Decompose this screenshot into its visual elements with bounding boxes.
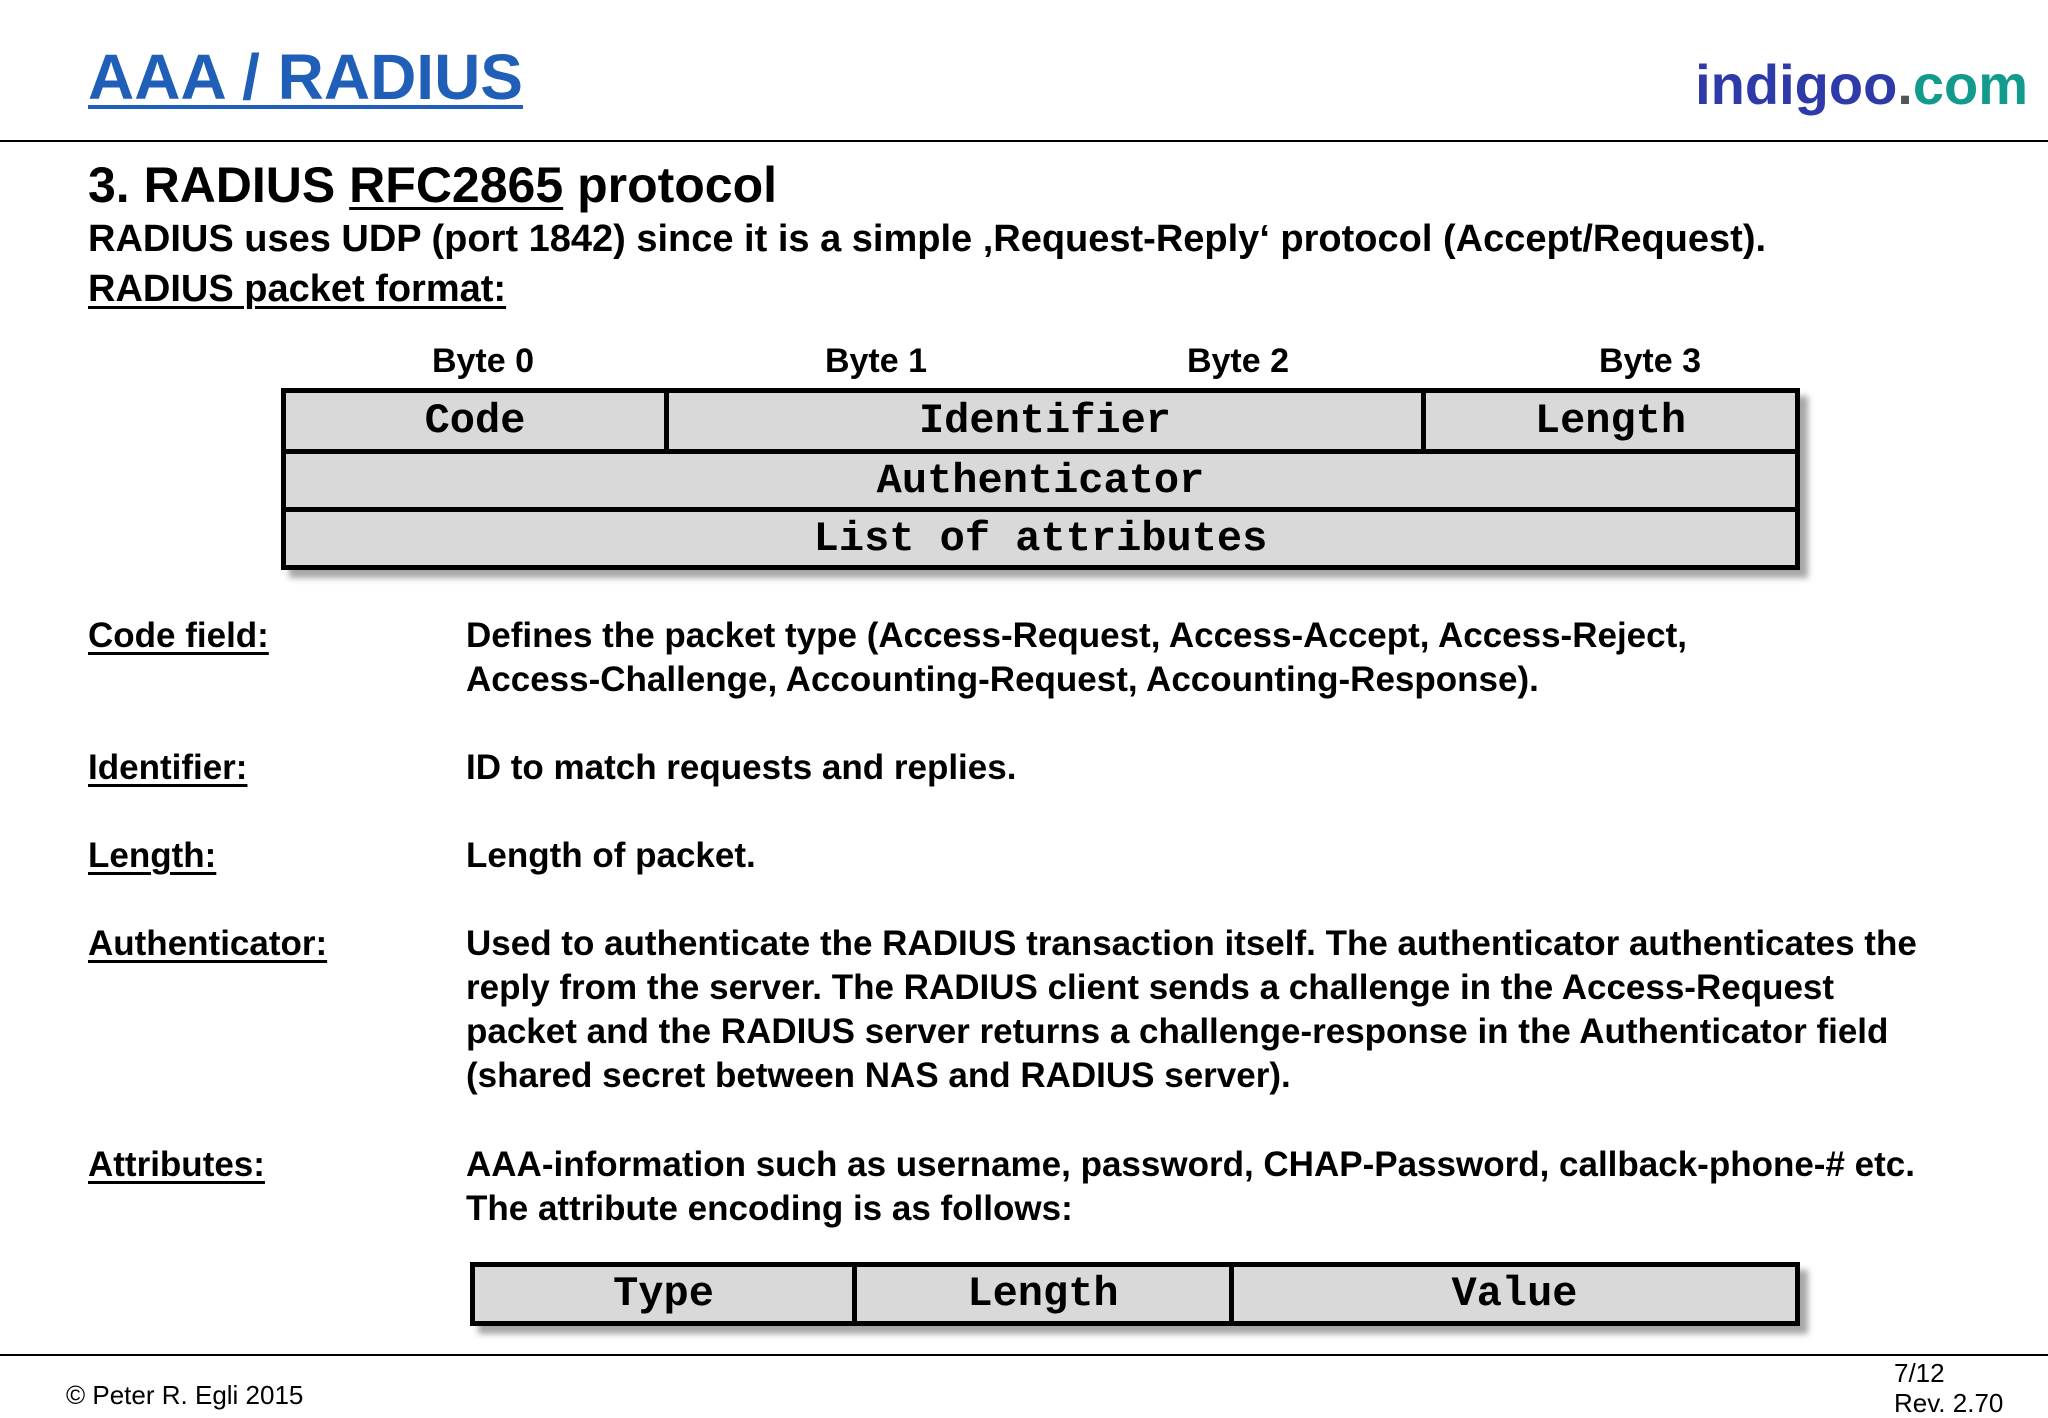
page-number: 7/12 [1894, 1358, 1945, 1388]
attr-length-cell: Length [967, 1270, 1119, 1318]
header-divider [0, 140, 2048, 142]
description-line: (shared secret between NAS and RADIUS server). [466, 1056, 1291, 1095]
code-field-label: Code field: [88, 616, 269, 655]
length-label: Length: [88, 836, 217, 875]
length-cell: Length [1534, 397, 1687, 445]
copyright: © Peter R. Egli 2015 [66, 1380, 304, 1410]
length-description [466, 834, 756, 878]
description-line: AAA-information such as username, password, CHAP-Password, callback-phone-# etc. [466, 1145, 1915, 1184]
byte-label-0: Byte 0 [431, 342, 535, 380]
intro-text: RADIUS uses UDP (port 1842) since it is a simple ‚Request-Reply‘ protocol (Accept/Request). [88, 218, 1767, 260]
packet-format-label: RADIUS packet format: [88, 268, 507, 310]
description-line: Length of packet. [466, 836, 756, 875]
heading-prefix: 3. RADIUS [88, 157, 350, 213]
description-line: reply from the server. The RADIUS client sends a challenge in the Access-Request [466, 968, 1835, 1007]
footer-divider [0, 1354, 2048, 1356]
brand-logo [1695, 52, 2028, 117]
brand-name: indigoo [1695, 53, 1898, 116]
heading-suffix: protocol [563, 157, 778, 213]
description-line: The attribute encoding is as follows: [466, 1189, 1073, 1228]
description-line: Defines the packet type (Access-Request, Access-Accept, Access-Reject, [466, 616, 1687, 655]
description-line: Access-Challenge, Accounting-Request, Accounting-Response). [466, 660, 1539, 699]
revision: Rev. 2.70 [1894, 1388, 2004, 1418]
radius-packet-diagram [281, 388, 1800, 570]
rfc-link[interactable]: RFC2865 [349, 157, 564, 213]
value-cell: Value [1451, 1270, 1578, 1318]
description-line: packet and the RADIUS server returns a challenge-response in the Authenticator field [466, 1012, 1889, 1051]
slide-title: AAA / RADIUS [88, 41, 523, 113]
brand-tld: com [1912, 53, 2028, 116]
section-heading [88, 156, 777, 214]
code-field-description [466, 614, 1687, 702]
description-line: ID to match requests and replies. [466, 748, 1017, 787]
attributes-list-cell: List of attributes [813, 514, 1268, 563]
identifier-cell: Identifier [918, 397, 1172, 445]
identifier-label: Identifier: [88, 748, 248, 787]
byte-label-1: Byte 1 [824, 342, 928, 380]
attribute-encoding-diagram [470, 1262, 1800, 1326]
identifier-description [466, 746, 1016, 790]
attributes-description [466, 1143, 1915, 1231]
authenticator-cell: Authenticator [876, 456, 1205, 505]
description-line: Used to authenticate the RADIUS transaction itself. The authenticator authenticates the [466, 924, 1917, 963]
authenticator-label: Authenticator: [88, 924, 328, 963]
attributes-label: Attributes: [88, 1145, 265, 1184]
page-info [1894, 1358, 2003, 1418]
code-cell: Code [424, 397, 526, 445]
brand-dot: . [1897, 53, 1913, 116]
authenticator-description [466, 922, 1917, 1098]
byte-label-3: Byte 3 [1598, 342, 1702, 380]
byte-label-2: Byte 2 [1186, 342, 1290, 380]
type-cell: Type [613, 1270, 714, 1318]
